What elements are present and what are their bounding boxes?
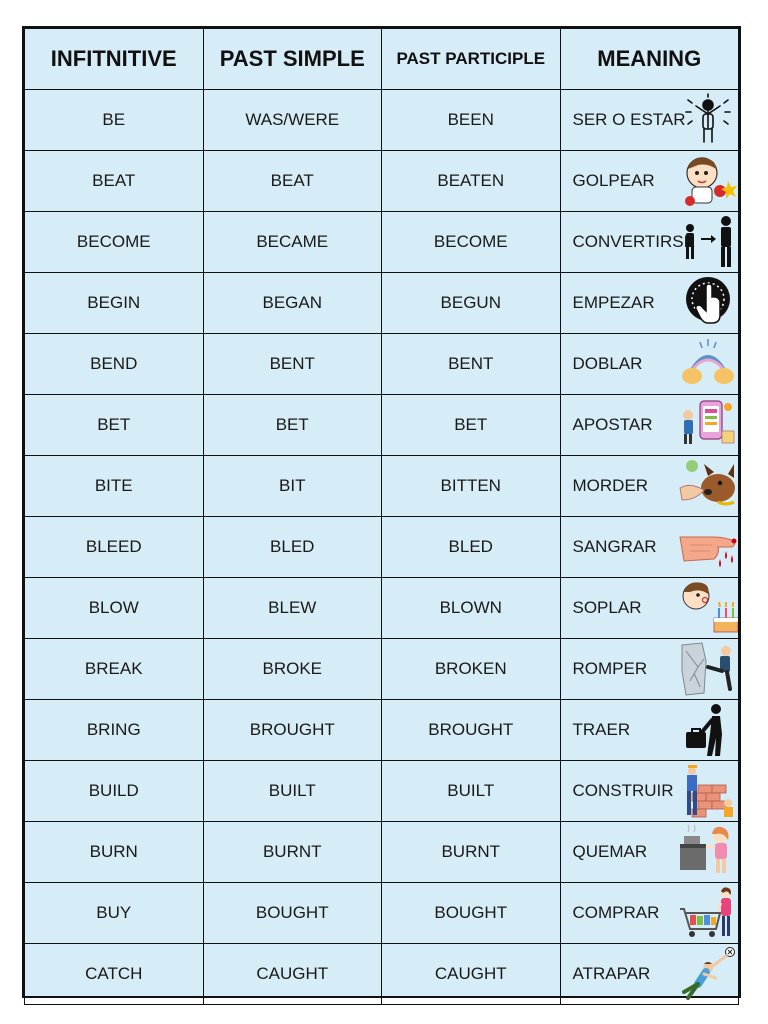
cell-meaning	[560, 212, 739, 273]
cell-past-participle: BITTEN	[382, 456, 561, 517]
cell-infinitive: BLEED	[25, 517, 204, 578]
table-row	[25, 700, 739, 761]
cell-infinitive: BECOME	[25, 212, 204, 273]
cell-infinitive: BUILD	[25, 761, 204, 822]
meaning-text: MORDER	[572, 476, 649, 495]
meaning-text: QUEMAR	[572, 842, 648, 861]
shopping-cart-icon	[678, 885, 738, 941]
cell-past-simple: CAUGHT	[203, 944, 382, 1005]
meaning-text: TRAER	[572, 720, 631, 739]
cell-infinitive: BRING	[25, 700, 204, 761]
cell-past-participle: BUILT	[382, 761, 561, 822]
header-infinitive: INFITNITIVE	[25, 29, 204, 90]
cell-past-simple: BIT	[203, 456, 382, 517]
cell-infinitive: BE	[25, 90, 204, 151]
meaning-text: CONSTRUIR	[572, 781, 674, 800]
cell-infinitive: BET	[25, 395, 204, 456]
meaning-text: SER O ESTAR	[572, 110, 686, 129]
blowing-candles-icon	[678, 580, 738, 636]
cell-past-simple: BLEW	[203, 578, 382, 639]
builders-wall-icon	[678, 763, 738, 819]
cell-past-simple: BLED	[203, 517, 382, 578]
cell-meaning	[560, 883, 739, 944]
header-meaning: MEANING	[560, 29, 739, 90]
cell-past-simple: BROUGHT	[203, 700, 382, 761]
cell-meaning	[560, 90, 739, 151]
kicking-glass-icon	[678, 641, 738, 697]
cell-past-participle: BET	[382, 395, 561, 456]
cell-past-participle: BECOME	[382, 212, 561, 273]
person-standing-icon	[678, 92, 738, 148]
cell-past-participle: BOUGHT	[382, 883, 561, 944]
cell-past-simple: BUILT	[203, 761, 382, 822]
table-row	[25, 395, 739, 456]
meaning-text: GOLPEAR	[572, 171, 655, 190]
cell-past-participle: BROUGHT	[382, 700, 561, 761]
meaning-text: CONVERTIRSE	[572, 232, 695, 251]
cell-meaning	[560, 822, 739, 883]
meaning-text: COMPRAR	[572, 903, 660, 922]
cell-meaning	[560, 273, 739, 334]
cell-meaning	[560, 151, 739, 212]
catching-ball-icon	[678, 946, 738, 1002]
header-row	[25, 29, 739, 90]
cell-infinitive: BEND	[25, 334, 204, 395]
start-button-icon	[678, 275, 738, 331]
cell-past-participle: BLOWN	[382, 578, 561, 639]
cell-infinitive: BITE	[25, 456, 204, 517]
table-row	[25, 761, 739, 822]
meaning-text: DOBLAR	[572, 354, 643, 373]
cell-meaning	[560, 761, 739, 822]
meaning-text: EMPEZAR	[572, 293, 655, 312]
table-body	[25, 90, 739, 1005]
table-row	[25, 90, 739, 151]
cell-meaning	[560, 700, 739, 761]
dog-biting-icon	[678, 458, 738, 514]
cell-infinitive: BUY	[25, 883, 204, 944]
cell-meaning	[560, 517, 739, 578]
table-row	[25, 334, 739, 395]
table-row	[25, 883, 739, 944]
cell-meaning	[560, 334, 739, 395]
table-row	[25, 151, 739, 212]
phone-betting-icon	[678, 397, 738, 453]
header-past-simple: PAST SIMPLE	[203, 29, 382, 90]
cell-past-participle: BEATEN	[382, 151, 561, 212]
table-row	[25, 517, 739, 578]
irregular-verbs-table	[24, 28, 739, 1005]
cell-infinitive: BEAT	[25, 151, 204, 212]
cell-infinitive: BEGIN	[25, 273, 204, 334]
header-past-participle: PAST PARTICIPLE	[382, 29, 561, 90]
cell-meaning	[560, 456, 739, 517]
table-row	[25, 212, 739, 273]
cell-infinitive: BURN	[25, 822, 204, 883]
girl-stove-icon	[678, 824, 738, 880]
cell-past-simple: BECAME	[203, 212, 382, 273]
cell-infinitive: CATCH	[25, 944, 204, 1005]
cell-past-participle: BENT	[382, 334, 561, 395]
table-row	[25, 944, 739, 1005]
bending-hands-icon	[678, 336, 738, 392]
meaning-text: APOSTAR	[572, 415, 653, 434]
cell-past-simple: BEGAN	[203, 273, 382, 334]
cell-past-simple: BET	[203, 395, 382, 456]
boxing-boy-icon	[678, 153, 738, 209]
meaning-text: SOPLAR	[572, 598, 642, 617]
bleeding-finger-icon	[678, 519, 738, 575]
verbs-sheet	[22, 26, 741, 998]
cell-meaning	[560, 944, 739, 1005]
table-row	[25, 639, 739, 700]
table-row	[25, 456, 739, 517]
cell-past-simple: BROKE	[203, 639, 382, 700]
cell-past-simple: BEAT	[203, 151, 382, 212]
cell-infinitive: BREAK	[25, 639, 204, 700]
meaning-text: ROMPER	[572, 659, 648, 678]
cell-past-participle: CAUGHT	[382, 944, 561, 1005]
table-row	[25, 273, 739, 334]
cell-infinitive: BLOW	[25, 578, 204, 639]
table-row	[25, 822, 739, 883]
cell-meaning	[560, 639, 739, 700]
meaning-text: SANGRAR	[572, 537, 657, 556]
meaning-text: ATRAPAR	[572, 964, 651, 983]
cell-past-participle: BROKEN	[382, 639, 561, 700]
table-row	[25, 578, 739, 639]
cell-meaning	[560, 395, 739, 456]
cell-past-participle: BLED	[382, 517, 561, 578]
cell-past-simple: BURNT	[203, 822, 382, 883]
carrying-suitcase-icon	[678, 702, 738, 758]
cell-past-simple: WAS/WERE	[203, 90, 382, 151]
cell-past-participle: BEEN	[382, 90, 561, 151]
cell-meaning	[560, 578, 739, 639]
cell-past-simple: BOUGHT	[203, 883, 382, 944]
cell-past-participle: BEGUN	[382, 273, 561, 334]
cell-past-simple: BENT	[203, 334, 382, 395]
cell-past-participle: BURNT	[382, 822, 561, 883]
